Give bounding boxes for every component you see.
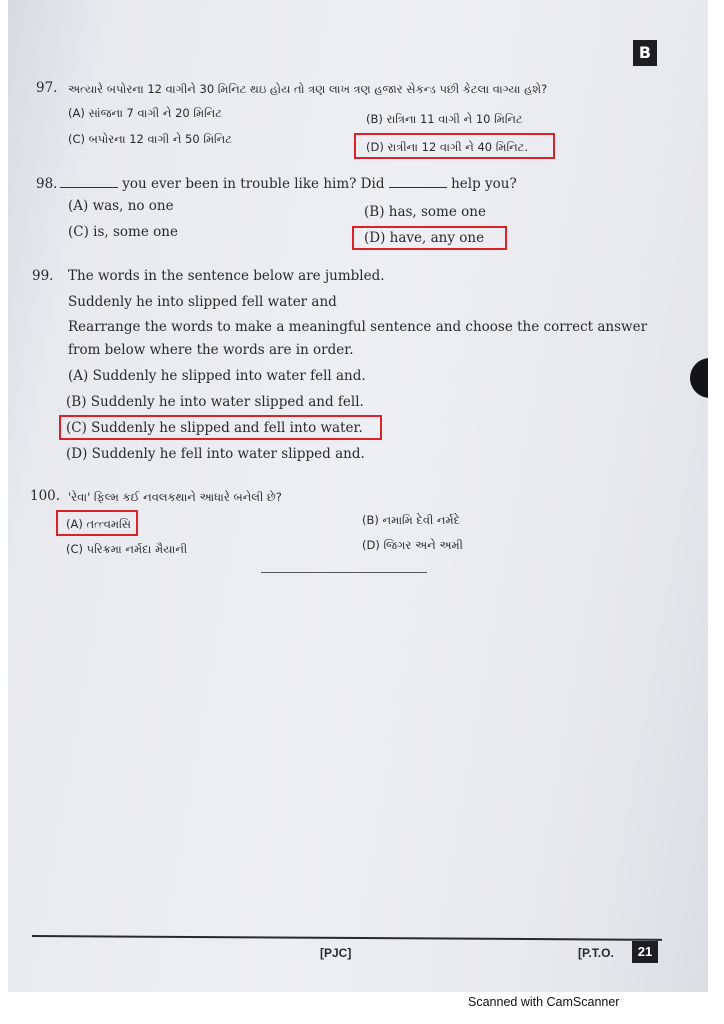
q97-text: અત્યારે બપોરના 12 વાગીને 30 મિનિટ થઇ હોય તો ત્રણ લાખ ત્રણ હજાર સેકન્ડ પછી કેટલા વાગ્યા હશે? [68,82,548,96]
q99-line-1: The words in the sentence below are jumbled. [68,268,385,284]
q99-line-4: from below where the words are in order. [68,342,354,358]
q97-option-b: (B) રાત્રિના 11 વાગી ને 10 મિનિટ [366,112,523,126]
q100-option-a: (A) તત્ત્વમસિ [66,517,131,531]
q100-number: 100. [30,488,61,504]
q100-answer-box [56,510,138,536]
q97-option-d: (D) રાત્રીના 12 વાગી ને 40 મિનિટ. [366,140,529,154]
q98-question [60,176,517,192]
q97-option-c: (C) બપોરના 12 વાગી ને 50 મિનિટ [68,132,232,146]
exam-page [8,0,708,992]
footer-code: [PJC] [320,946,352,960]
q98-option-a: (A) was, no one [68,198,174,214]
q100-option-b: (B) નમામિ દેવી નર્મદે [362,513,461,527]
q98-blank-1 [60,177,118,188]
q100-option-d: (D) જિગર અને અમી [362,538,463,552]
q98-part1: you ever been in trouble like him? Did [122,176,385,192]
q98-option-b: (B) has, some one [364,204,486,220]
camscanner-watermark: Scanned with CamScanner [468,995,620,1009]
q99-option-c: (C) Suddenly he slipped and fell into water. [66,420,363,436]
q99-line-3: Rearrange the words to make a meaningful sentence and choose the correct answer [68,319,648,335]
q98-option-d: (D) have, any one [364,230,485,246]
q98-part2: help you? [451,176,517,192]
footer-rule [32,935,662,945]
q97-option-a: (A) સાંજના 7 વાગી ને 20 મિનિટ [68,106,222,120]
q99-answer-box [59,415,382,440]
q99-line-2: Suddenly he into slipped fell water and [68,294,337,310]
q100-text: 'રેવા' ફિલ્મ કઈ નવલકથાને આધારે બનેલી છે? [68,490,282,504]
end-separator [261,572,427,573]
q99-option-a: (A) Suddenly he slipped into water fell and. [68,368,366,384]
q99-number: 99. [32,268,54,284]
punch-hole [690,358,708,398]
section-badge: B [633,40,657,66]
footer-pto: [P.T.O. [578,946,614,960]
page-number: 21 [632,941,658,963]
q98-number: 98. [36,176,58,192]
q97-number: 97. [36,80,58,96]
q98-option-c: (C) is, some one [68,224,178,240]
q98-blank-2 [389,177,447,188]
q99-option-d: (D) Suddenly he fell into water slipped and. [66,446,365,462]
q97-answer-box [354,133,555,159]
q98-answer-box [352,226,507,250]
q99-option-b: (B) Suddenly he into water slipped and fell. [66,394,364,410]
q100-option-c: (C) પરિક્રમા નર્મદા મૈયાની [66,542,188,556]
